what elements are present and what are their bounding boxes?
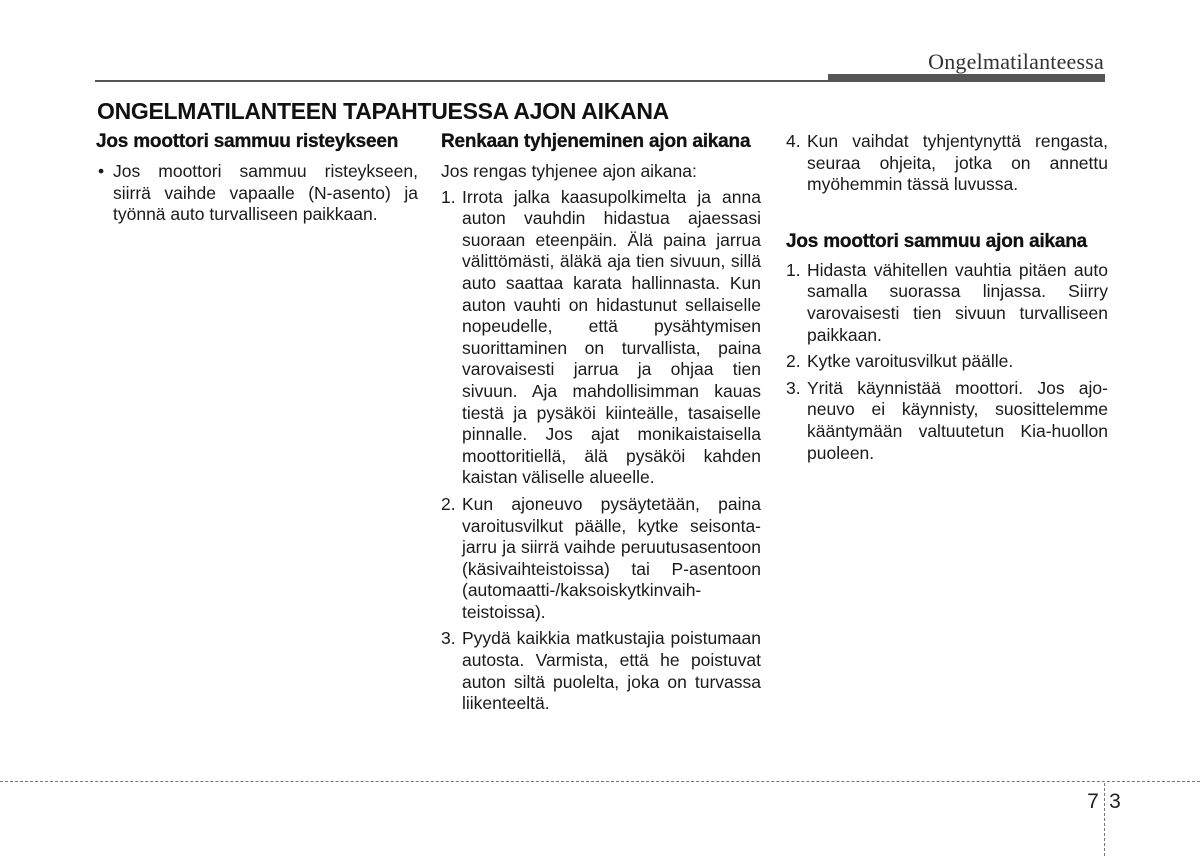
list-item bbox=[786, 131, 1108, 196]
list-item-text: Irrota jalka kaasupolkimelta ja anna auton vauhdin hidastua ajaessasi suoraan eteenpäin. Älä paina jarrua välittömästi, äläkä aja tien sivuun, sillä auto saattaa karata hallinnasta. Kun auton vauhti on hidastunut sellaiselle nopeudelle, että pysähtymisen suorittaminen on turvallista, paina varovaisesti jarrua ja ohjaa tien sivuun. Aja mahdollisimman kauas tiestä ja pysäköi kiinteälle, tasaiselle pinnalle. Jos ajat monikaistaisella moottoritiellä, älä pysäköi kahden kaistan väliselle alueelle. bbox=[462, 186, 761, 488]
list-item bbox=[786, 378, 1108, 464]
bullet-mark: • bbox=[98, 161, 105, 181]
list-number: 3. bbox=[441, 628, 456, 649]
list-number: 4. bbox=[786, 131, 801, 151]
list-number: 1. bbox=[441, 186, 456, 207]
list-item-text: Yritä käynnistää moottori. Jos ajoneuvo ei käynnisty, suosittelemme kääntymään valtuutetun Kia-huollon puoleen. bbox=[807, 377, 1108, 463]
intro-text: Jos rengas tyhjenee ajon aikana: bbox=[441, 161, 697, 181]
footer-divider bbox=[0, 781, 1200, 782]
list-item-text: Kytke varoitusvilkut päälle. bbox=[807, 351, 1014, 372]
numbered-list bbox=[441, 187, 761, 715]
page-number-value: 3 bbox=[1109, 790, 1121, 813]
list-item bbox=[786, 260, 1108, 346]
numbered-list-continued bbox=[786, 131, 1108, 196]
chapter-number: 7 bbox=[1087, 790, 1099, 813]
list-item bbox=[441, 628, 761, 714]
list-item-text: Hidasta vähitellen vauhtia pitäen auto samalla suorassa linjassa. Siirry varovaisesti tien sivuun turvalliseen paikkaan. bbox=[807, 259, 1108, 345]
bullet-list bbox=[96, 161, 418, 226]
list-item-text: Jos moottori sammuu risteykseen, siirrä vaihde vapaalle (N-asento) ja työnnä auto turvalliseen paikkaan. bbox=[113, 161, 418, 225]
column-engine-stall-driving bbox=[786, 131, 1108, 469]
list-item bbox=[441, 494, 761, 624]
list-item-text: Kun vaihdat tyhjentynyttä rengasta, seuraa ohjeita, jotka on annettu myöhemmin tässä luvussa. bbox=[807, 131, 1108, 195]
list-item bbox=[441, 187, 761, 489]
header-rule bbox=[95, 80, 1105, 82]
list-item-text: Pyydä kaikkia matkustajia poistumaan autosta. Varmista, että he poistuvat auton siltä puolelta, joka on turvassa liikenteeltä. bbox=[462, 628, 761, 714]
list-number: 1. bbox=[786, 259, 801, 280]
list-number: 2. bbox=[441, 493, 456, 514]
subheading-engine-stall-intersection: Jos moottori sammuu risteykseen bbox=[96, 131, 399, 152]
list-item bbox=[96, 161, 418, 226]
page-number bbox=[1082, 790, 1126, 814]
list-number: 2. bbox=[786, 351, 801, 372]
column-flat-tire bbox=[441, 131, 761, 720]
subheading-flat-tire: Renkaan tyhjeneminen ajon aikana bbox=[441, 131, 751, 152]
list-item bbox=[786, 351, 1108, 373]
page-title: ONGELMATILANTEEN TAPAHTUESSA AJON AIKANA bbox=[97, 98, 669, 124]
column-engine-stall-intersection bbox=[96, 131, 418, 231]
subheading-engine-stall-driving: Jos moottori sammuu ajon aikana bbox=[786, 230, 1088, 252]
numbered-list bbox=[786, 260, 1108, 464]
section-title: Ongelmatilanteessa bbox=[928, 49, 1104, 74]
list-item-text: Kun ajoneuvo pysäytetään, paina varoitusvilkut päälle, kytke seisontajarru ja siirrä vaihde peruutusasentoon (käsivaihteistoissa) tai P-asentoon (automaatti-/kaksoiskytkinvaihteistoissa). bbox=[462, 493, 761, 622]
list-number: 3. bbox=[786, 377, 801, 398]
